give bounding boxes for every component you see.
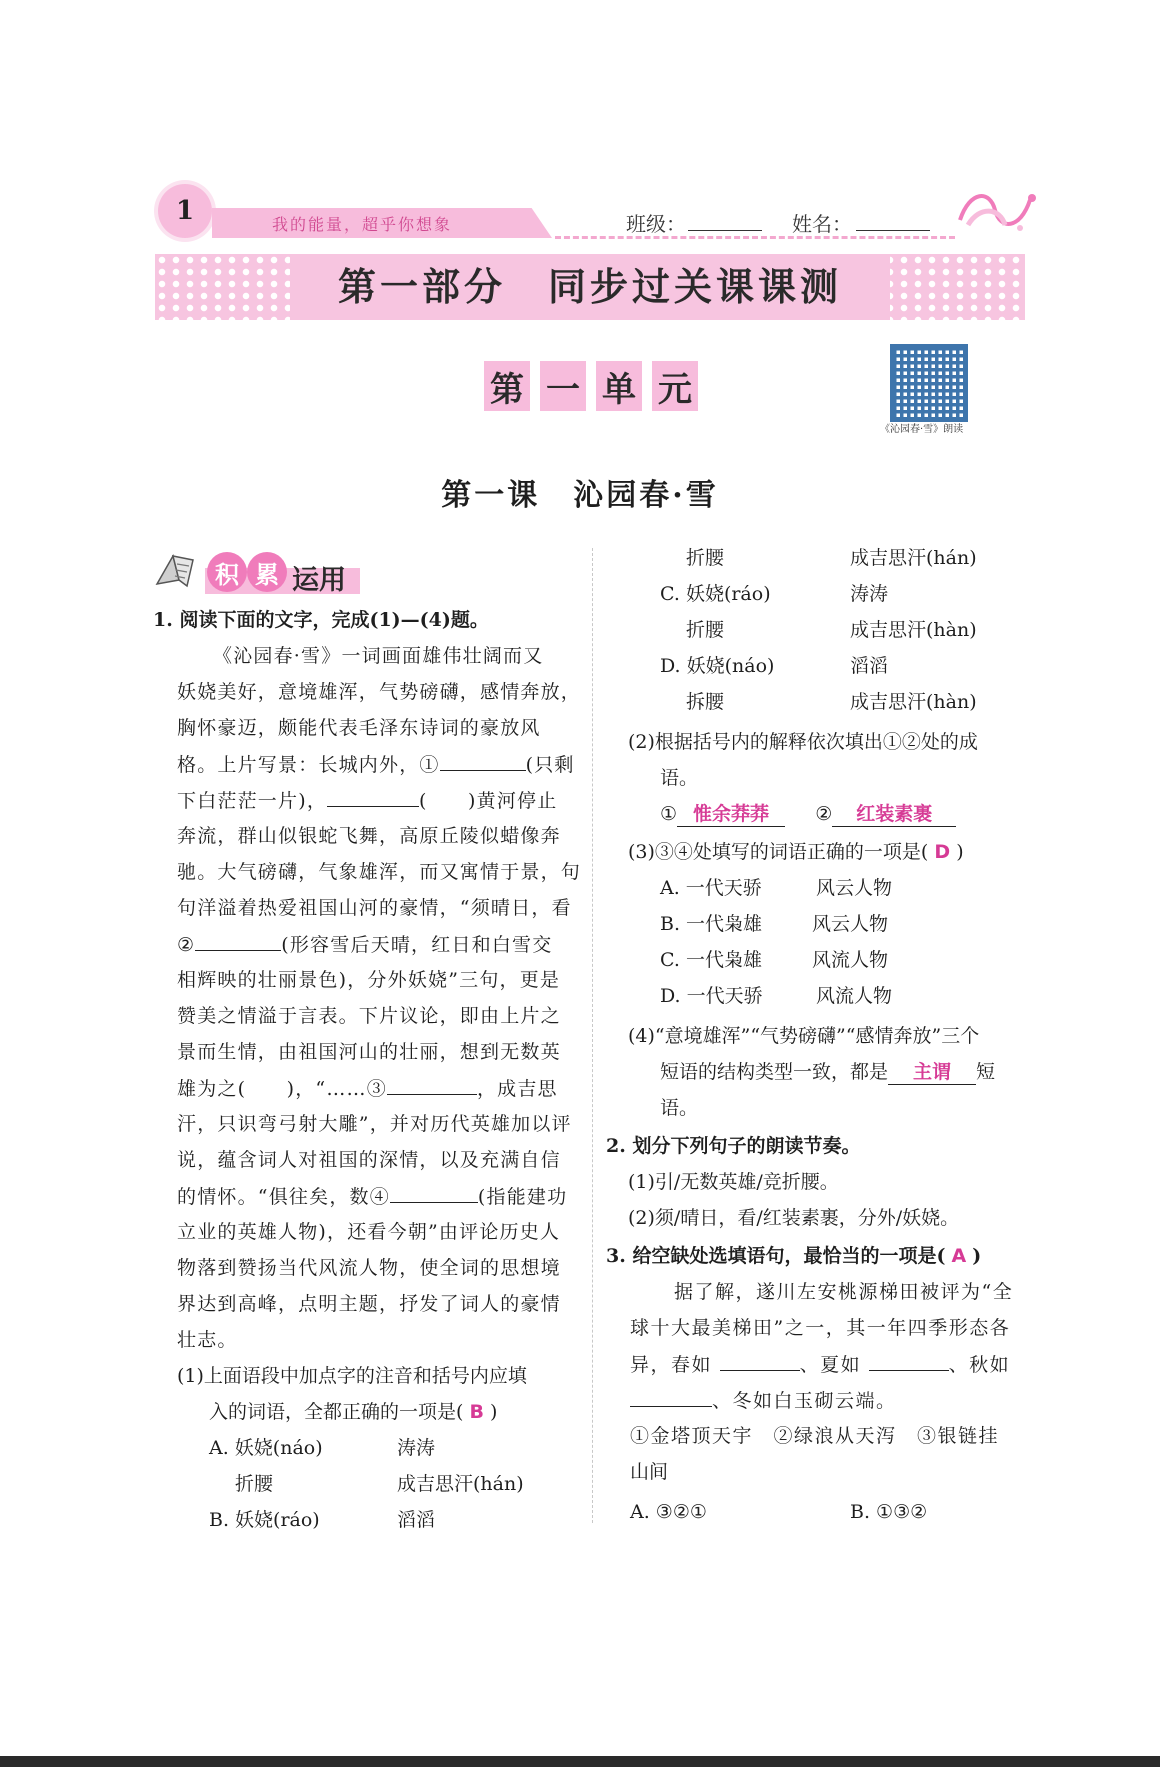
option-a-word: 折腰 [235,1473,274,1495]
flourish-ornament-icon [950,180,1040,240]
passage-line: 雄为之( )，“……③ ，成吉思 [177,1078,558,1100]
q2-line-2: (2)须/晴日，看/红装素裹，分外/妖娆。 [628,1207,960,1229]
sub-question-2: (2)根据括号内的解释依次填出①②处的成 [628,731,978,753]
name-label: 姓名： [792,212,852,236]
option-d-word: 风流人物 [816,985,893,1007]
option-c-word: 风流人物 [812,949,889,971]
sub-question-1: (1)上面语段中加点字的注音和括号内应填 [177,1365,527,1387]
blank-2[interactable] [195,932,281,951]
option-a: A. 妖娆(náo) [209,1437,323,1459]
passage-line: 妖娆美好，意境雄浑，气势磅礴，感情奔放， [177,681,582,703]
option-a: A. ③②① [630,1501,707,1523]
blank-summer[interactable] [869,1352,949,1371]
passage-line: 《沁园春·雪》一词画面雄伟壮阔而又 [213,645,544,667]
slogan: 我的能量，超乎你想象 [272,215,453,234]
answer-q1-2-1: 惟余莽莽 [677,802,785,827]
option-d: D. 一代天骄 [660,985,763,1007]
option-b: B. ①③② [850,1501,928,1523]
option-b: B. 妖娆(ráo) [209,1509,320,1531]
passage-line: ② (形容雪后天晴，红日和白雪交 [177,934,553,956]
passage-line: 物落到赞扬当代风流人物，使全词的思想境 [177,1257,561,1279]
passage-line: 立业的英雄人物)，还看今朝”由评论历史人 [177,1221,561,1243]
answer-q1-4: 主谓 [888,1060,976,1085]
answer-q1-1: B [469,1401,484,1423]
qr-code-icon[interactable] [890,344,968,422]
part-title: 第一部分 同步过关课课测 [337,265,842,309]
passage-line: 句洋溢着热爱祖国山河的豪情，“须晴日，看 [177,897,572,919]
sub-question-4-line2: 短语的结构类型一致，都是 主谓 短 [660,1061,996,1083]
blank-1[interactable] [440,752,526,771]
passage-line: 格。上片写景：长城内外，① (只剩 [177,754,575,776]
option-d-word: 拆腰 [686,691,725,713]
answer-q1-2-2: 红装素裹 [832,802,956,827]
passage-line: 赞美之情溢于言表。下片议论，即由上片之 [177,1005,561,1027]
sub-question-4-line3: 语。 [660,1097,699,1119]
option-d-word: 滔滔 [850,655,889,677]
class-label: 班级： [626,212,686,236]
blank-4[interactable] [390,1184,478,1203]
page-number: 1 [158,184,212,238]
passage-line: 驰。大气磅礴，气象雄浑，而又寓情于景，句 [177,861,582,883]
section-char: 积 [207,552,247,592]
blank-spring[interactable] [720,1352,800,1371]
class-field[interactable] [688,230,762,231]
answer-q3: A [951,1245,967,1267]
sub-question-2-line2: 语。 [660,767,699,789]
section-char: 累 [247,552,287,592]
option-c: C. 妖娆(ráo) [660,583,771,605]
passage-line: 界达到高峰，点明主题，抒发了词人的豪情 [177,1293,561,1315]
option-b: B. 一代枭雄 [660,913,763,935]
blank-autumn[interactable] [630,1388,712,1407]
unit-char: 一 [540,361,586,411]
passage-line: 胸怀豪迈，颇能代表毛泽东诗词的豪放风 [177,717,541,739]
option-a: A. 一代天骄 [660,877,762,899]
option-d: D. 妖娆(náo) [660,655,775,677]
question-2-stem: 2. 划分下列句子的朗读节奏。 [606,1135,861,1157]
passage-line: 壮志。 [177,1329,238,1351]
qr-caption: 《沁园春·雪》朗读 [880,424,964,435]
lesson-title: 第一课 沁园春·雪 [441,478,719,513]
sub-question-2-answers: ① 惟余莽莽 ② 红装素裹 [660,802,956,827]
header-dashed-line [555,236,955,239]
option-c: C. 一代枭雄 [660,949,762,971]
q3-choices: 山间 [630,1461,669,1483]
option-a-word: 风云人物 [816,877,893,899]
blank-3[interactable] [387,1076,477,1095]
q3-line: 球十大最美梯田”之一，其一年四季形态各 [630,1317,1011,1339]
option-b-word: 成吉思汗(hán) [850,547,977,569]
answer-q1-3: D [934,841,951,863]
q3-line: 据了解，遂川左安桃源梯田被评为“全 [674,1281,1014,1303]
passage-line: 相辉映的壮丽景色)，分外妖娆”三句，更是 [177,969,561,991]
q3-line: 、冬如白玉砌云端。 [630,1388,897,1413]
open-book-icon [153,550,199,590]
bottom-edge-bar [0,1756,1160,1767]
question-1-stem: 1. 阅读下面的文字，完成(1)—(4)题。 [153,609,489,631]
unit-char: 元 [652,361,698,411]
option-a-word: 成吉思汗(hán) [397,1473,524,1495]
option-c-word: 折腰 [686,619,725,641]
unit-char: 单 [596,361,642,411]
option-d-word: 成吉思汗(hàn) [850,691,977,713]
q3-line: 异，春如 、夏如 、秋如 [630,1354,1011,1376]
unit-char: 第 [484,361,530,411]
passage-line: 景而生情，由祖国河山的壮丽，想到无数英 [177,1041,561,1063]
column-divider [592,548,593,1523]
sub-question-4: (4)“意境雄浑”“气势磅礴”“感情奔放”三个 [628,1025,980,1047]
passage-line: 奔流，群山似银蛇飞舞，高原丘陵似蜡像奔 [177,825,561,847]
passage-line: 说，蕴含词人对祖国的深情，以及充满自信 [177,1149,561,1171]
option-b-word: 滔滔 [397,1509,436,1531]
passage-line: 的情怀。“俱往矣，数④ (指能建功 [177,1186,568,1208]
blank-dong[interactable] [327,788,419,807]
option-b-word: 折腰 [686,547,725,569]
passage-line: 汗，只识弯弓射大雕”，并对历代英雄加以评 [177,1113,572,1135]
sub-question-3: (3)③④处填写的词语正确的一项是( D ) [628,841,964,863]
question-3-stem: 3. 给空缺处选填语句，最恰当的一项是( A ) [606,1245,982,1267]
sub-question-1-line2: 入的词语，全都正确的一项是( B ) [209,1401,498,1423]
passage-line: 下白茫茫一片)， ( )黄河停止 [177,790,558,812]
option-a-word: 涛涛 [397,1437,436,1459]
section-title: 运用 [292,565,346,596]
option-c-word: 涛涛 [850,583,889,605]
q2-line-1: (1)引/无数英雄/竞折腰。 [628,1171,839,1193]
option-c-word: 成吉思汗(hàn) [850,619,977,641]
option-b-word: 风云人物 [812,913,889,935]
q3-choices: ①金塔顶天宇 ②绿浪从天泻 ③银链挂 [630,1425,1000,1447]
name-field[interactable] [856,230,930,231]
